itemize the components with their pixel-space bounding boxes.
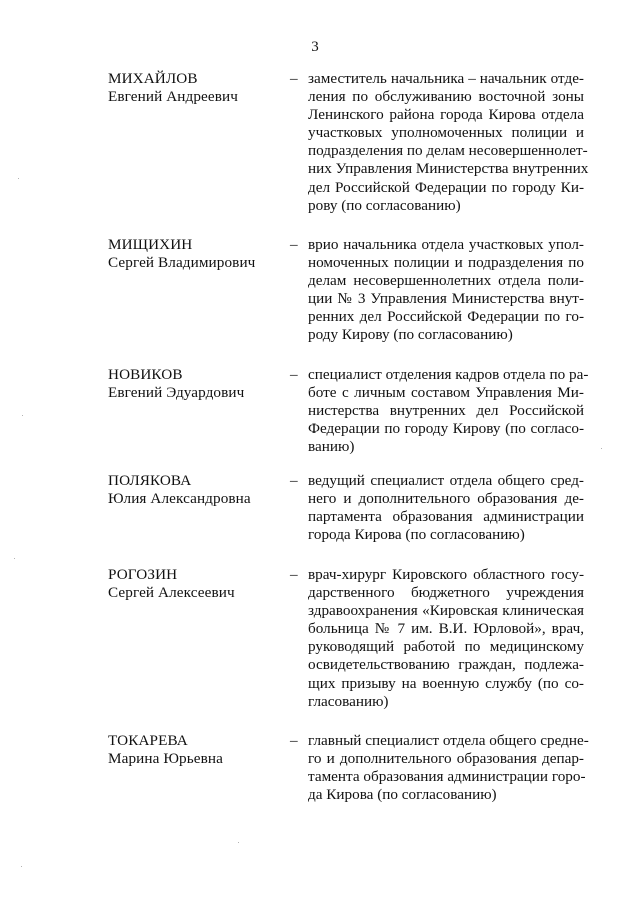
scan-speck <box>21 866 22 867</box>
member-name <box>108 472 288 508</box>
role-line: боте с личным составом Управления Ми- <box>308 384 584 402</box>
dash-separator: – <box>290 566 298 583</box>
role-line: рову (по согласованию) <box>308 196 461 214</box>
role-line: больница № 7 им. В.И. Юрловой», врач, <box>308 620 584 638</box>
member-given-name: Сергей Владимирович <box>108 254 256 272</box>
role-line: города Кирова (по согласованию) <box>308 526 525 544</box>
member-surname: НОВИКОВ <box>108 366 183 383</box>
member-name <box>108 732 288 768</box>
role-line: дел Российской Федерации по городу Ки- <box>308 178 584 196</box>
role-line: врач-хирург Кировского областного госу- <box>308 566 584 583</box>
scan-speck <box>601 448 602 449</box>
member-role <box>308 366 589 456</box>
member-given-name: Сергей Алексеевич <box>108 584 235 602</box>
member-given-name: Марина Юрьевна <box>108 750 223 768</box>
member-surname: МИЩИХИН <box>108 236 193 253</box>
member-role <box>308 472 584 544</box>
role-line: ции № 3 Управления Министерства внут- <box>308 290 584 308</box>
scan-speck <box>18 178 19 179</box>
page-number: 3 <box>311 39 319 55</box>
role-line: руководящий работой по медицинскому <box>308 638 584 656</box>
role-line: роду Кирову (по согласованию) <box>308 326 513 344</box>
role-line: Ленинского района города Кирова отдела <box>308 106 584 124</box>
role-line: го и дополнительного образования депар- <box>308 750 584 768</box>
role-line: гласованию) <box>308 692 389 710</box>
role-line: нистерства внутренних дел Российской <box>308 402 584 420</box>
role-line: участковых уполномоченных полиции и <box>308 124 584 142</box>
role-line: ления по обслуживанию восточной зоны <box>308 88 584 106</box>
dash-separator: – <box>290 472 298 489</box>
role-line: дарственного бюджетного учреждения <box>308 584 584 602</box>
role-line: тамента образования администрации горо- <box>308 768 586 786</box>
scan-speck <box>238 842 239 843</box>
dash-separator: – <box>290 732 298 749</box>
role-line: ванию) <box>308 438 355 456</box>
member-given-name: Юлия Александровна <box>108 490 251 508</box>
member-given-name: Евгений Эдуардович <box>108 384 245 402</box>
role-line: него и дополнительного образования де- <box>308 490 584 508</box>
role-line: номоченных полиции и подразделения по <box>308 254 584 272</box>
member-role <box>308 70 589 215</box>
dash-separator: – <box>290 236 298 253</box>
member-role <box>308 236 584 345</box>
role-line: врио начальника отдела участковых упол- <box>308 236 584 253</box>
dash-separator: – <box>290 366 298 383</box>
member-surname: РОГОЗИН <box>108 566 178 583</box>
member-role <box>308 732 589 804</box>
scan-speck <box>14 558 15 559</box>
role-line: подразделения по делам несовершеннолет- <box>308 142 588 160</box>
member-name <box>108 70 288 106</box>
member-surname: ПОЛЯКОВА <box>108 472 192 489</box>
dash-separator: – <box>290 70 298 87</box>
role-line: партамента образования администрации <box>308 508 584 526</box>
role-line: ренних дел Российской Федерации по го- <box>308 308 584 326</box>
role-line: главный специалист отдела общего средне- <box>308 732 589 749</box>
role-line: щих призыву на военную службу (по со- <box>308 674 584 692</box>
role-line: здравоохранения «Кировская клиническая <box>308 602 584 620</box>
role-line: заместитель начальника – начальник отде- <box>308 70 584 87</box>
role-line: да Кирова (по согласованию) <box>308 786 497 804</box>
role-line: ведущий специалист отдела общего сред- <box>308 472 584 489</box>
role-line: делам несовершеннолетних отдела поли- <box>308 272 584 290</box>
role-line: специалист отделения кадров отдела по ра- <box>308 366 589 383</box>
member-name <box>108 236 288 272</box>
role-line: Федерации по городу Кирову (по согласо- <box>308 420 584 438</box>
scan-speck <box>22 415 23 416</box>
role-line: них Управления Министерства внутренних <box>308 160 589 178</box>
role-line: освидетельствованию граждан, подлежа- <box>308 656 584 674</box>
member-role <box>308 566 584 711</box>
member-surname: МИХАЙЛОВ <box>108 70 198 87</box>
member-name <box>108 566 288 602</box>
member-name <box>108 366 288 402</box>
member-surname: ТОКАРЕВА <box>108 732 188 749</box>
member-given-name: Евгений Андреевич <box>108 88 238 106</box>
